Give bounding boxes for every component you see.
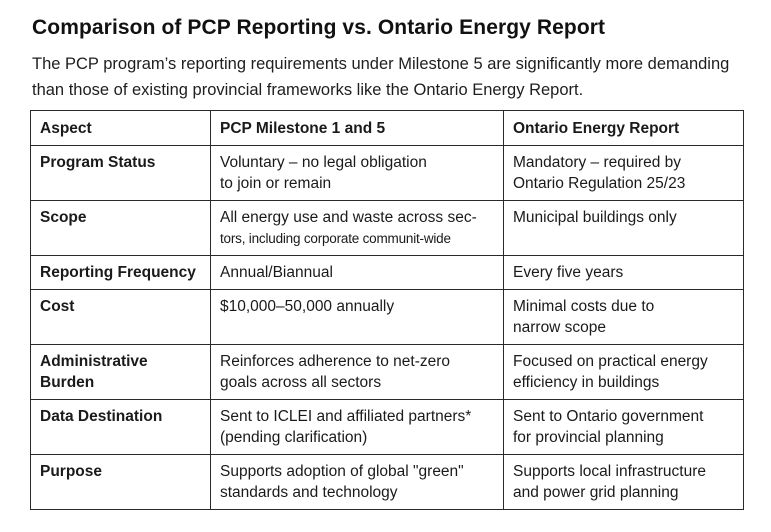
intro-paragraph: The PCP program’s reporting requirements under Milestone 5 are significantly more demanding than those of existing provincial frameworks like the Ontario Energy Report. [32, 55, 730, 99]
row-aspect: Scope [31, 201, 211, 256]
table-row [31, 146, 744, 201]
row-aspect: Program Status [31, 146, 211, 201]
row-oer-cell [504, 201, 744, 256]
row-pcp-cell [211, 256, 504, 290]
cell-line: efficiency in buildings [513, 374, 660, 391]
table-row [31, 400, 744, 455]
table-row [31, 290, 744, 345]
cell-line: Supports local infrastructure [513, 463, 706, 480]
table-row [31, 345, 744, 400]
row-oer-cell [504, 146, 744, 201]
cell-line: Sent to ICLEI and affiliated partners* [220, 408, 472, 425]
row-pcp-cell [211, 400, 504, 455]
header-pcp: PCP Milestone 1 and 5 [211, 111, 504, 146]
cell-line: Reinforces adherence to net-zero [220, 353, 451, 370]
cell-line: Minimal costs due to [513, 298, 655, 315]
cell-line: and power grid planning [513, 484, 679, 501]
header-oer: Ontario Energy Report [504, 111, 744, 146]
cell-line: goals across all sectors [220, 374, 382, 391]
cell-line: All energy use and waste across sec- [220, 209, 477, 226]
cell-line: Annual/Biannual [220, 264, 333, 281]
cell-line: for provincial planning [513, 429, 664, 446]
row-pcp-cell [211, 146, 504, 201]
cell-line: (pending clarification) [220, 429, 368, 446]
row-oer-cell [504, 256, 744, 290]
cell-line: narrow scope [513, 319, 607, 336]
cell-line: Mandatory – required by [513, 154, 682, 171]
row-aspect: Cost [31, 290, 211, 345]
cell-line: Ontario Regulation 25/23 [513, 175, 686, 192]
row-pcp-cell [211, 290, 504, 345]
row-oer-cell [504, 290, 744, 345]
row-aspect: Administrative Burden [31, 345, 211, 400]
cell-line: Every five years [513, 264, 624, 281]
row-oer-cell [504, 345, 744, 400]
row-oer-cell [504, 400, 744, 455]
header-aspect: Aspect [31, 111, 211, 146]
cell-line: Municipal buildings only [513, 209, 677, 226]
page-title: Comparison of PCP Reporting vs. Ontario Energy Report [32, 16, 606, 39]
cell-line: Supports adoption of global "green" [220, 463, 464, 480]
row-aspect: Data Destination [31, 400, 211, 455]
row-oer-cell [504, 455, 744, 510]
cell-line: standards and technology [220, 484, 398, 501]
row-pcp-cell [211, 345, 504, 400]
cell-line: Voluntary – no legal obligation [220, 154, 427, 171]
row-aspect: Reporting Frequency [31, 256, 211, 290]
table-header-row [31, 111, 744, 146]
table-row [31, 256, 744, 290]
cell-line: to join or remain [220, 175, 332, 192]
table-row [31, 201, 744, 256]
comparison-table [30, 110, 744, 510]
row-pcp-cell [211, 201, 504, 256]
row-pcp-cell [211, 455, 504, 510]
cell-line: $10,000–50,000 annually [220, 298, 395, 315]
cell-line: tors, including corporate communit-wide [220, 231, 451, 246]
cell-line: Focused on practical energy [513, 353, 708, 370]
cell-line: Sent to Ontario government [513, 408, 704, 425]
row-aspect: Purpose [31, 455, 211, 510]
table-row [31, 455, 744, 510]
